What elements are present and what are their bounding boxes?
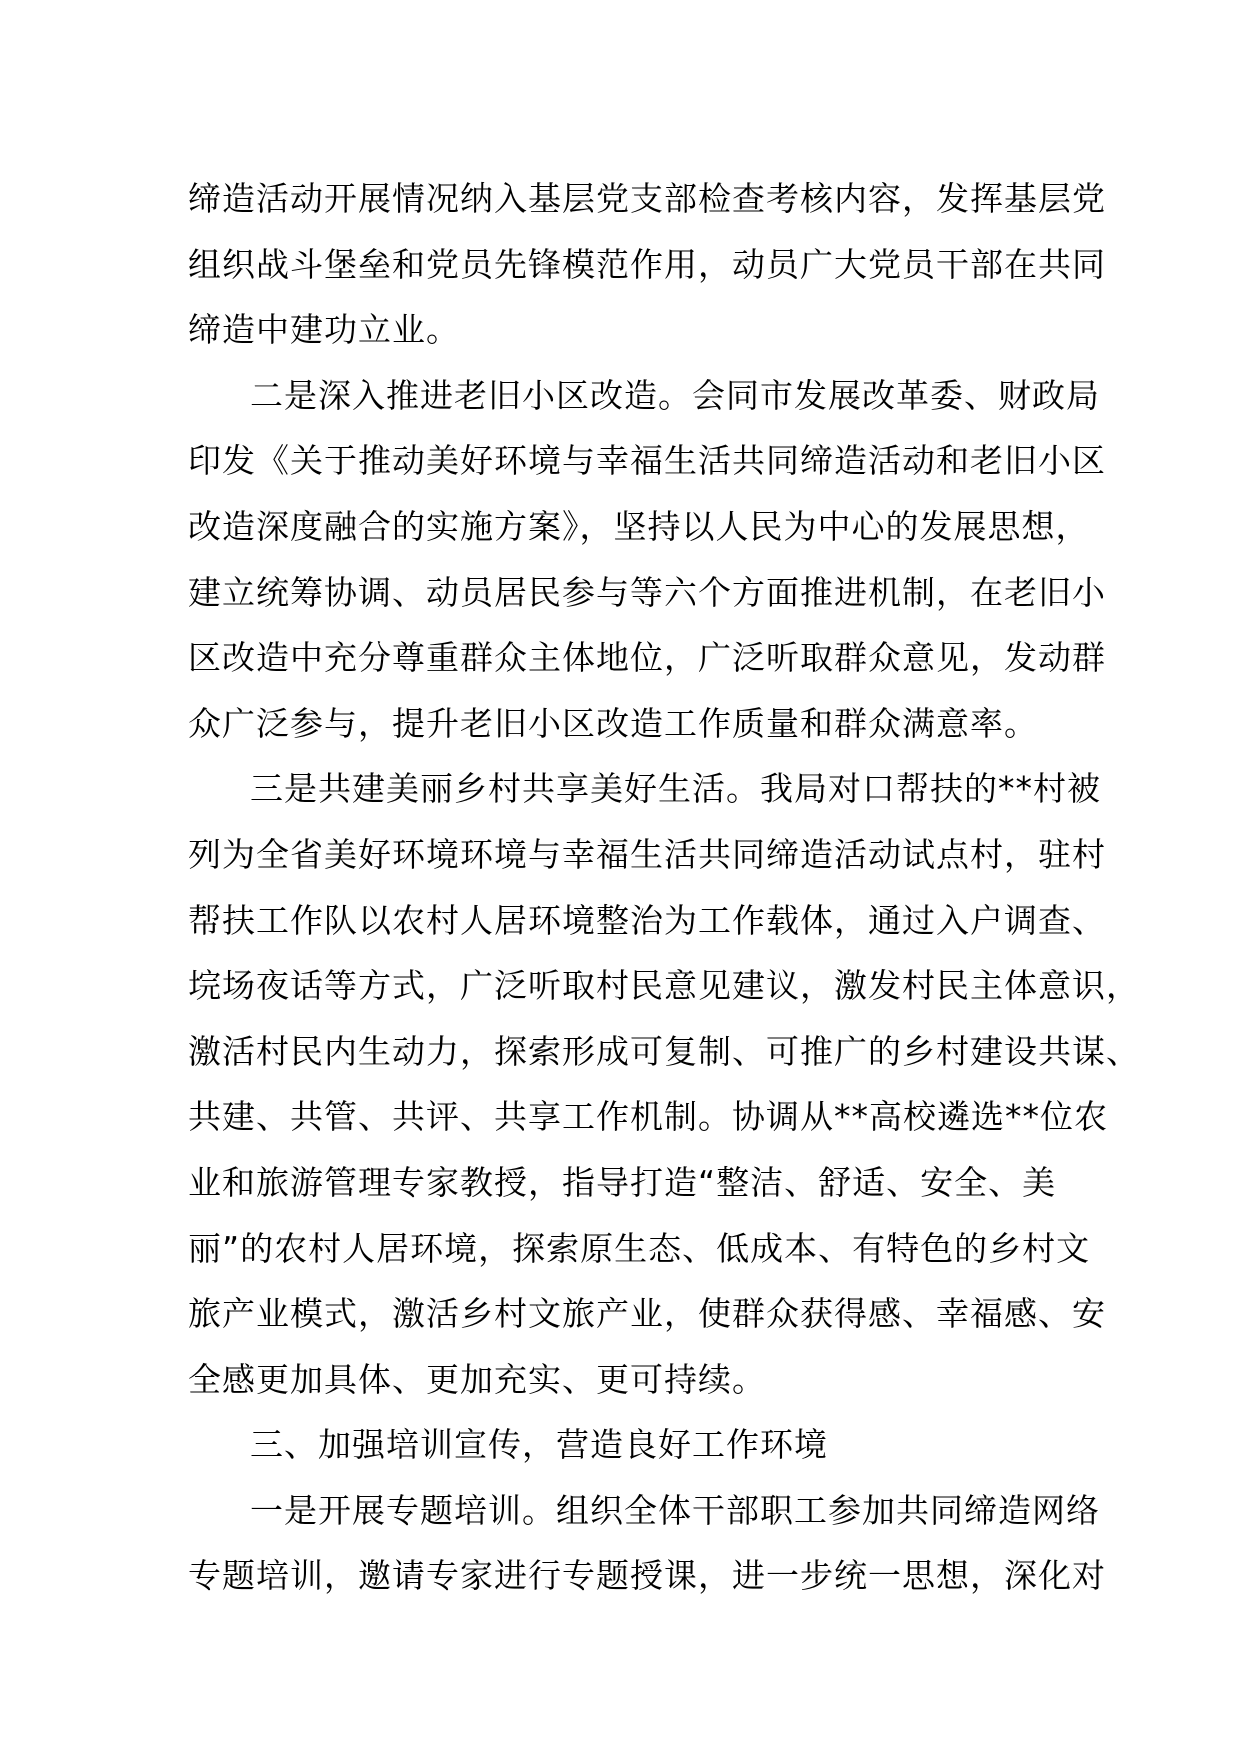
text-line: 激活村民内生动力，探索形成可复制、可推广的乡村建设共谋、 [188, 1031, 1140, 1071]
text-line: 印发《关于推动美好环境与幸福生活共同缔造活动和老旧小区 [188, 441, 1106, 481]
text-line: 建立统筹协调、动员居民参与等六个方面推进机制，在老旧小 [188, 572, 1106, 612]
text-line: 组织战斗堡垒和党员先锋模范作用，动员广大党员干部在共同 [188, 244, 1106, 284]
text-line: 旅产业模式，激活乡村文旅产业，使群众获得感、幸福感、安 [188, 1294, 1106, 1334]
paragraph-start-line: 一是开展专题培训。组织全体干部职工参加共同缔造网络 [250, 1490, 1100, 1530]
document-body [188, 166, 1140, 1609]
text-line: 帮扶工作队以农村人居环境整治为工作载体，通过入户调查、 [188, 900, 1106, 940]
text-line: 列为全省美好环境环境与幸福生活共同缔造活动试点村，驻村 [188, 834, 1106, 874]
text-line: 缔造活动开展情况纳入基层党支部检查考核内容，发挥基层党 [188, 179, 1106, 218]
text-line: 缔造中建功立业。 [188, 310, 460, 350]
text-line: 共建、共管、共评、共享工作机制。协调从**高校遴选**位农 [188, 1097, 1108, 1137]
text-line: 垸场夜话等方式，广泛听取村民意见建议，激发村民主体意识， [188, 966, 1140, 1006]
paragraph-start-line: 三是共建美丽乡村共享美好生活。我局对口帮扶的**村被 [250, 769, 1101, 809]
text-line: 众广泛参与，提升老旧小区改造工作质量和群众满意率。 [188, 703, 1038, 743]
text-line: 业和旅游管理专家教授，指导打造“整洁、舒适、安全、美 [188, 1162, 1057, 1202]
text-line: 丽”的农村人居环境，探索原生态、低成本、有特色的乡村文 [188, 1228, 1091, 1268]
text-line: 区改造中充分尊重群众主体地位，广泛听取群众意见，发动群 [188, 638, 1106, 678]
text-line: 改造深度融合的实施方案》，坚持以人民为中心的发展思想， [188, 506, 1090, 546]
paragraph-start-line: 二是深入推进老旧小区改造。会同市发展改革委、财政局 [250, 375, 1100, 415]
text-line: 专题培训，邀请专家进行专题授课，进一步统一思想，深化对 [188, 1556, 1106, 1596]
section-heading: 三、加强培训宣传，营造良好工作环境 [250, 1425, 828, 1465]
text-line: 全感更加具体、更加充实、更可持续。 [188, 1359, 766, 1399]
